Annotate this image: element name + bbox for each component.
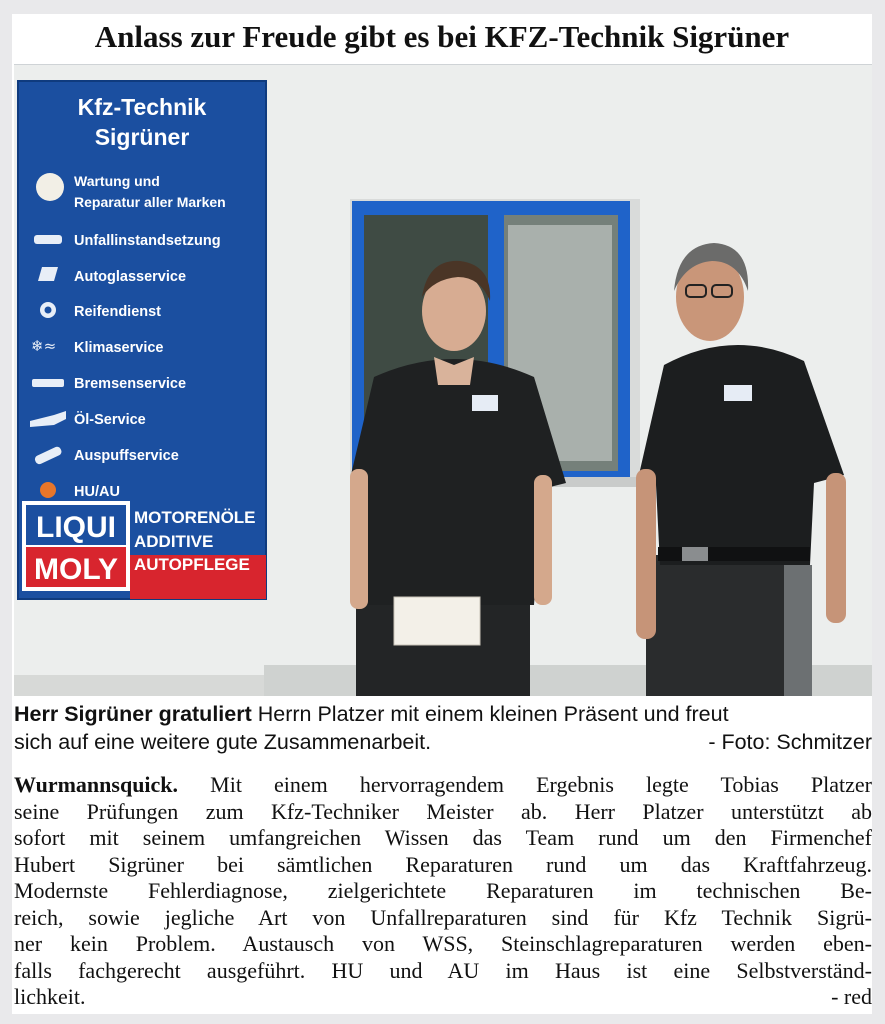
car-icon [32,379,64,387]
service-item: Klimaservice [74,340,164,356]
service-item: HU/AU [74,484,120,500]
body-line: seine Prüfungen zum Kfz-Techniker Meister ab. Herr Platzer unterstützt ab [14,798,872,824]
body-line: ner kein Problem. Austausch von WSS, Steinschlagreparaturen werden eben- [14,931,872,956]
sign-title-1: Kfz-Technik [77,94,207,120]
service-item: Auspuffservice [74,448,179,464]
product-line: ADDITIVE [134,532,214,551]
body-line: reich, sowie jegliche Art von Unfallreparaturen sind für Kfz Technik Sigrü- [14,904,872,930]
article-photo [14,64,872,696]
photo-caption [14,700,872,756]
body-line: Hubert Sigrüner bei sämtlichen Reparaturen rund um das Kraftfahrzeug. [14,851,872,877]
service-item: Reifendienst [74,304,162,320]
body-line: sofort mit seinem umfangreichen Wissen das Team rund um den Firmenchef [14,825,872,850]
all-brands-badge-icon [36,173,64,201]
body-line-last: lichkeit. - red [14,984,872,1009]
inspection-badge-icon [40,482,56,498]
service-item: Autoglasservice [74,269,187,285]
newspaper-clipping [12,14,872,1014]
article-body [14,772,872,1011]
product-line: MOTORENÖLE [134,508,256,527]
service-item: Öl-Service [74,412,146,428]
caption-line-1 [14,700,872,728]
photo-credit: - Foto: Schmitzer [708,730,872,754]
dateline: Wurmannsquick. [14,772,179,797]
company-sign [18,81,266,599]
service-item: Bremsenservice [74,376,187,392]
service-item: Wartung und [74,173,160,189]
car-crash-icon [34,235,62,244]
service-item: Unfallinstandsetzung [74,233,221,249]
caption-text: sich auf eine weitere gute Zusammenarbeit. [14,730,432,754]
body-line: falls fachgerecht ausgeführt. HU und AU im Haus ist eine Selbstverständ- [14,957,872,983]
caption-line-2 [14,728,872,756]
body-line: Modernste Fehlerdiagnose, zielgerichtete Reparaturen im technischen Be- [14,878,872,903]
body-line: Wurmannsquick. Mit einem hervorragendem Ergebnis legte Tobias Platzer [14,772,872,797]
logo-moly: MOLY [34,553,118,586]
product-line: AUTOPFLEGE [134,555,250,574]
gift-envelope [394,597,480,645]
logo-liqui: LIQUI [36,511,116,544]
sign-title-2: Sigrüner [94,124,190,150]
photo-scene [14,65,872,696]
author-signature: - red [831,984,872,1009]
article-headline: Anlass zur Freude gibt es bei KFZ-Technik Sigrüner [94,19,790,54]
caption-lead: Herr Sigrüner gratuliert [14,702,252,726]
snowflake-icon: ❄≈ [31,337,57,355]
caption-text: Herrn Platzer mit einem kleinen Präsent und freut [251,702,729,726]
service-item: Reparatur aller Marken [74,194,226,210]
